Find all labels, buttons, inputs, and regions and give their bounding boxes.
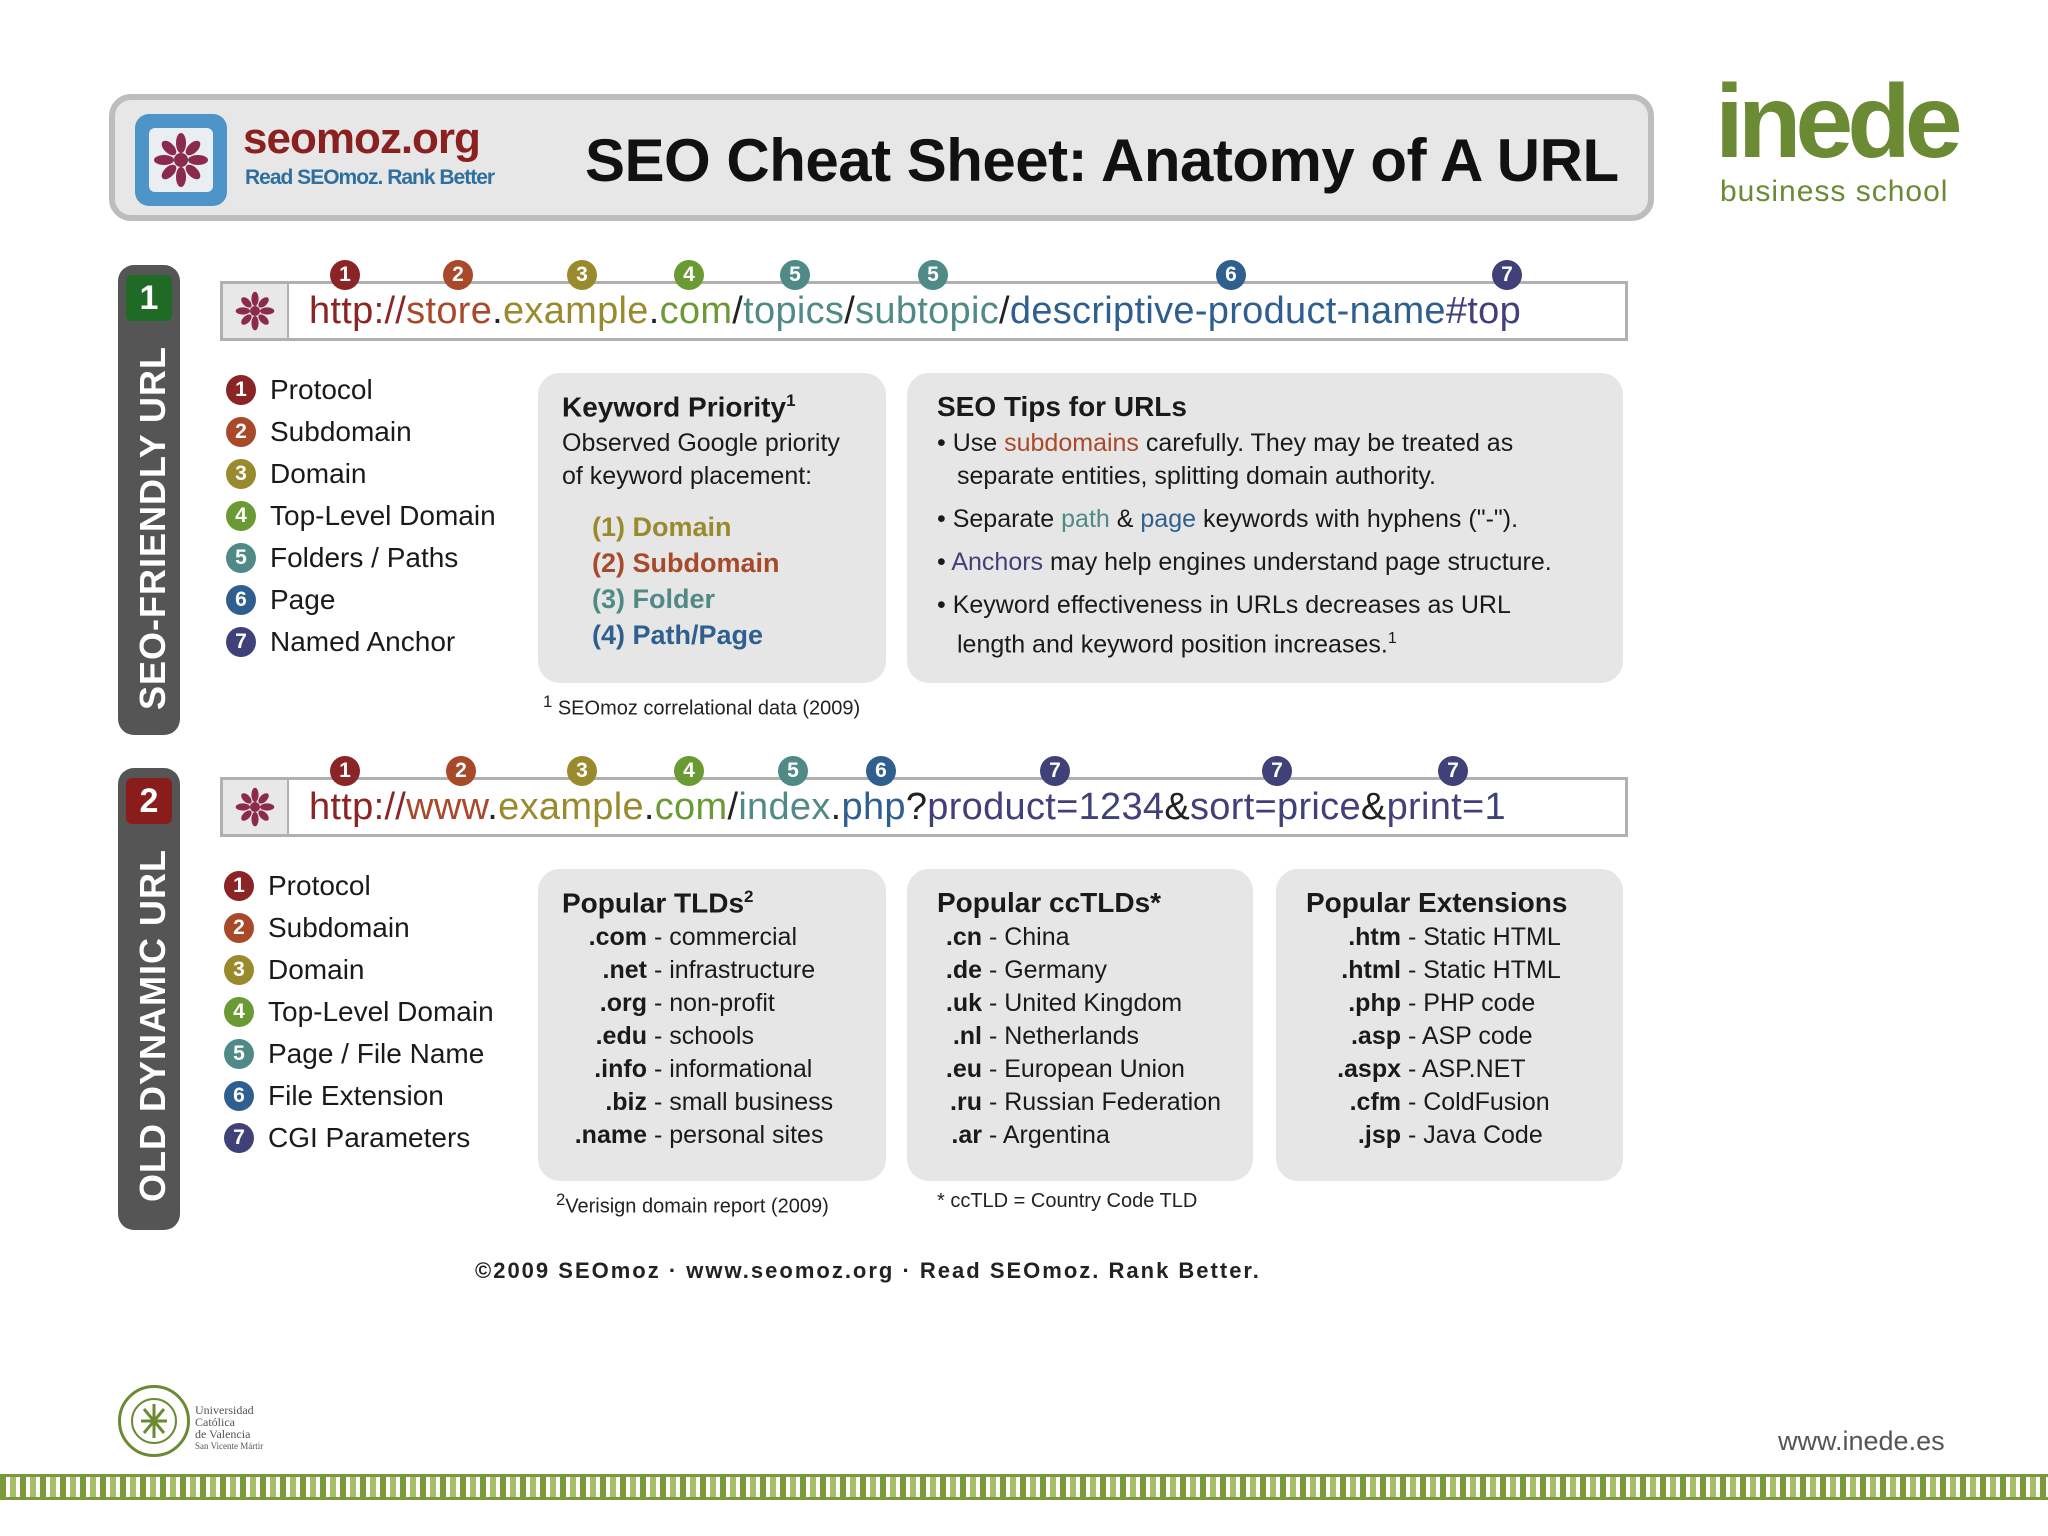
badge-page: 6: [1216, 260, 1246, 290]
section2-label: OLD DYNAMIC URL: [132, 849, 173, 1202]
inede-subtitle: business school: [1720, 175, 1949, 208]
legend-seo-friendly: [226, 369, 496, 663]
url-text: http://store.example.com/topics/subtopic/descriptive-product-name#top: [309, 290, 1522, 332]
badge-folder: 5: [918, 260, 948, 290]
popular-tlds-panel: [538, 869, 886, 1181]
university-seal-icon: [118, 1385, 190, 1457]
flower-icon: [223, 284, 289, 338]
tld-row: .org - non-profit: [599, 989, 775, 1018]
legend-item: 2 Subdomain: [226, 411, 496, 453]
inede-website: www.inede.es: [1778, 1426, 1945, 1456]
badge-anchor: 7: [1492, 260, 1522, 290]
badge-page: 5: [778, 756, 808, 786]
legend-item: 3 Domain: [226, 453, 496, 495]
panel-title: Keyword Priority$^1$: [562, 391, 796, 423]
logo-tagline: Read SEOmoz. Rank Better: [245, 166, 495, 189]
cctld-row: .cn - China: [945, 923, 1070, 951]
header-banner: [109, 94, 1654, 221]
panel-title: SEO Tips for URLs: [937, 391, 1187, 422]
tld-row: .net - infrastructure: [602, 956, 816, 985]
panel-text: Observed Google priority: [562, 429, 840, 458]
cctld-row: .ru - Russian Federation: [950, 1088, 1222, 1116]
panel-title: Popular ccTLDs*: [937, 887, 1162, 918]
url-bar-dynamic: [220, 777, 1628, 837]
tip-keyword-effectiveness: • Keyword effectiveness in URLs decreases as URL: [937, 591, 1511, 619]
cctld-list: [937, 923, 1223, 1154]
panel-text: of keyword placement:: [562, 462, 813, 491]
section2-tab: [118, 768, 180, 1230]
badge-cgi: 7: [1040, 756, 1070, 786]
section1-label: SEO-FRIENDLY URL: [132, 345, 173, 710]
cctld-note: * ccTLD = Country Code TLD: [937, 1190, 1198, 1212]
popular-cctlds-panel: [907, 869, 1253, 1181]
seo-tips-panel: [907, 373, 1623, 683]
extension-row: .html - Static HTML: [1341, 956, 1561, 984]
seomoz-logo: [135, 114, 227, 206]
cctld-row: .de - Germany: [945, 956, 1108, 984]
copyright-footer: ©2009 SEOmoz · www.seomoz.org · Read SEOmoz. Rank Better.: [475, 1258, 1261, 1283]
flower-icon: [153, 132, 209, 188]
tld-row: .com - commercial: [588, 923, 798, 952]
legend-item: 1 Protocol: [224, 865, 494, 907]
extension-row: .jsp - Java Code: [1357, 1121, 1543, 1149]
extension-row: .aspx - ASP.NET: [1337, 1055, 1526, 1083]
badge-tld: 4: [674, 756, 704, 786]
decorative-border: [0, 1474, 2048, 1500]
keyword-priority-panel: [538, 373, 886, 683]
section1-number: 1: [126, 275, 172, 321]
badge-protocol: 1: [330, 756, 360, 786]
panel-title: Popular Extensions: [1306, 887, 1568, 918]
badge-subdomain: 2: [443, 260, 473, 290]
cctld-row: .nl - Netherlands: [952, 1022, 1140, 1050]
cctld-row: .ar - Argentina: [951, 1121, 1110, 1149]
priority-list: (1) Domain (2) Subdomain (3) Folder (4) Path/Page: [592, 512, 780, 651]
logo-name: seomoz.org: [243, 114, 480, 163]
cctld-row: .uk - United Kingdom: [945, 989, 1183, 1017]
badge-extension: 6: [866, 756, 896, 786]
badge-protocol: 1: [330, 260, 360, 290]
section2-number: 2: [126, 778, 172, 824]
footnote-2: $^2$Verisign domain report (2009): [556, 1190, 829, 1218]
legend-item: 3 Domain: [224, 949, 494, 991]
url-bar-seo-friendly: [220, 281, 1628, 341]
page-title: SEO Cheat Sheet: Anatomy of A URL: [585, 127, 1619, 194]
legend-item: 7 Named Anchor: [226, 621, 496, 663]
extension-row: .htm - Static HTML: [1348, 923, 1561, 951]
badge-tld: 4: [674, 260, 704, 290]
badge-cgi: 7: [1438, 756, 1468, 786]
legend-item: 6 Page: [226, 579, 496, 621]
badge-subdomain: 2: [446, 756, 476, 786]
extension-row: .php - PHP code: [1348, 989, 1536, 1017]
popular-extensions-panel: [1276, 869, 1623, 1181]
extension-row: .asp - ASP code: [1350, 1022, 1533, 1050]
inede-logo: inede: [1715, 64, 1957, 180]
legend-item: 5 Folders / Paths: [226, 537, 496, 579]
badge-folder: 5: [780, 260, 810, 290]
url-text: http://www.example.com/index.php?product=1234&sort=price&print=1: [309, 786, 1506, 828]
tip-subdomains-line2: separate entities, splitting domain authority.: [957, 462, 1436, 490]
cctld-row: .eu - European Union: [945, 1055, 1185, 1083]
legend-item: 6 File Extension: [224, 1075, 494, 1117]
tld-row: .name - personal sites: [574, 1121, 824, 1150]
legend-item: 4 Top-Level Domain: [224, 991, 494, 1033]
panel-title: Popular TLDs$^2$: [562, 887, 754, 919]
university-name: Universidad Católica de Valencia San Vicente Mártir: [195, 1403, 264, 1451]
legend-item: 7 CGI Parameters: [224, 1117, 494, 1159]
extension-list: [1306, 923, 1593, 1154]
tld-row: .biz - small business: [605, 1088, 834, 1117]
flower-icon: [223, 780, 289, 834]
footnote-1: $^1$ SEOmoz correlational data (2009): [543, 692, 861, 720]
tip-hyphens: • Separate path & page keywords with hyphens ("-").: [937, 505, 1519, 533]
badge-domain: 3: [567, 260, 597, 290]
tld-row: .info - informational: [594, 1055, 813, 1084]
badge-cgi: 7: [1262, 756, 1292, 786]
legend-item: 5 Page / File Name: [224, 1033, 494, 1075]
extension-row: .cfm - ColdFusion: [1349, 1088, 1550, 1116]
legend-dynamic: [224, 865, 494, 1159]
badge-domain: 3: [567, 756, 597, 786]
legend-item: 1 Protocol: [226, 369, 496, 411]
tld-row: .edu - schools: [595, 1022, 754, 1051]
legend-item: 2 Subdomain: [224, 907, 494, 949]
tip-subdomains: • Use subdomains carefully. They may be treated as: [937, 429, 1514, 457]
tip-anchors: • Anchors may help engines understand page structure.: [937, 548, 1552, 576]
section1-tab: [118, 265, 180, 735]
tld-list: [562, 923, 862, 1154]
tip-keyword-effectiveness-line2: length and keyword position increases.$^1$: [957, 630, 1397, 659]
legend-item: 4 Top-Level Domain: [226, 495, 496, 537]
